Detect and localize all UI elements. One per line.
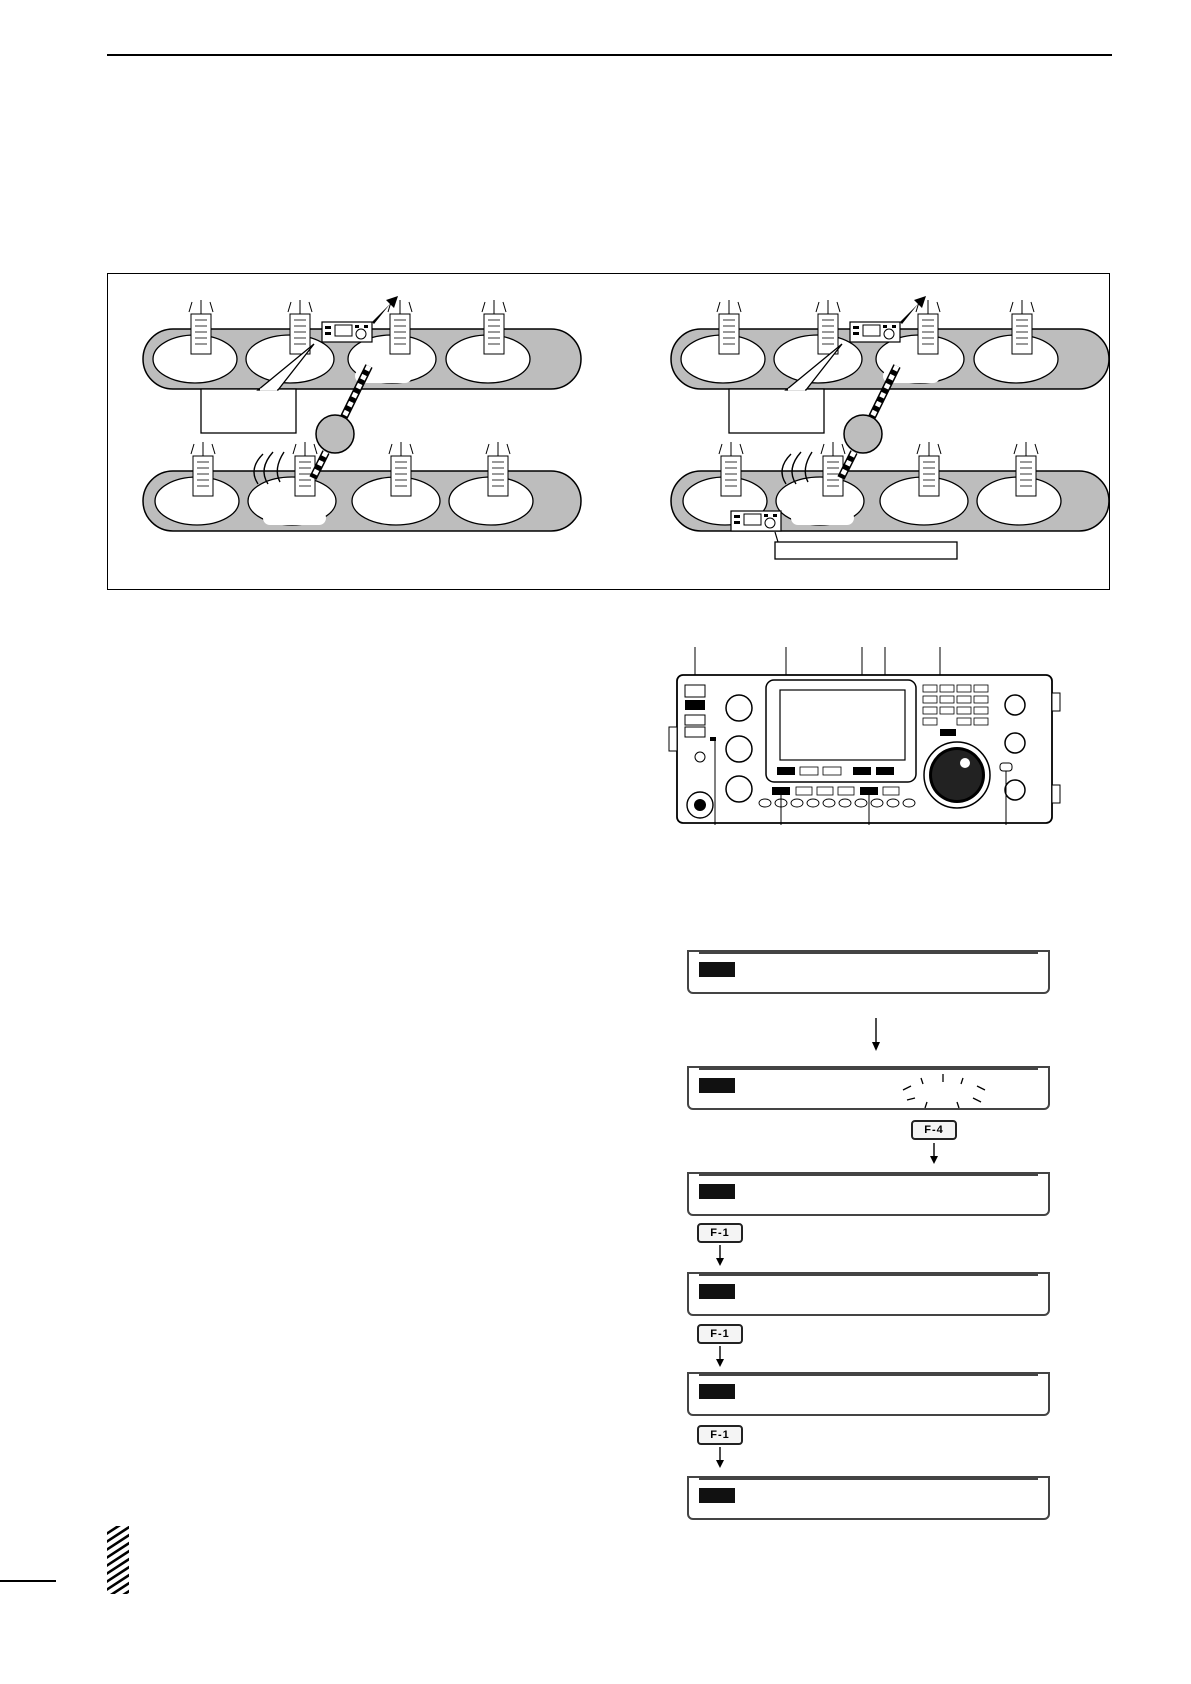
- lcd-screen-5: [687, 1372, 1050, 1416]
- down-arrow-icon: [713, 1346, 727, 1368]
- down-arrow-icon: [927, 1143, 941, 1165]
- down-arrow-icon: [869, 1018, 883, 1052]
- header-rule: [107, 54, 1112, 56]
- hatched-tab-icon: [107, 1526, 129, 1594]
- network-diagram-frame: [107, 273, 1110, 590]
- f1-button[interactable]: F-1: [697, 1223, 743, 1243]
- lcd-screen-4: [687, 1272, 1050, 1316]
- down-arrow-icon: [713, 1447, 727, 1469]
- transceiver-front-panel: [655, 645, 1075, 825]
- f1-button[interactable]: F-1: [697, 1425, 743, 1445]
- left-diagram: [143, 296, 581, 531]
- f1-button[interactable]: F-1: [697, 1324, 743, 1344]
- lcd-screen-2: [687, 1066, 1050, 1110]
- lcd-screen-1: [687, 950, 1050, 994]
- lcd-screen-3: [687, 1172, 1050, 1216]
- down-arrow-icon: [713, 1245, 727, 1267]
- right-diagram: [671, 296, 1109, 559]
- f4-button[interactable]: F-4: [911, 1120, 957, 1140]
- blinking-indicator-icon: [899, 1074, 995, 1110]
- lcd-screen-6: [687, 1476, 1050, 1520]
- footer-rule: [0, 1580, 56, 1582]
- network-diagram: [108, 274, 1111, 591]
